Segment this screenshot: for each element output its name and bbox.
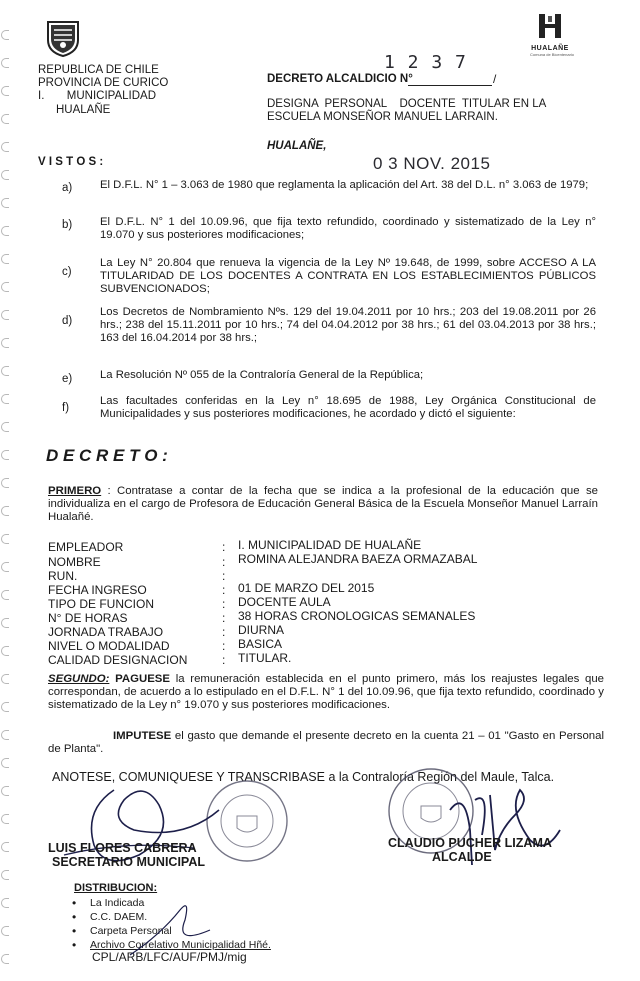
primero-paragraph (48, 485, 598, 524)
decree-number: 1 2 3 7 (384, 52, 467, 73)
visto-letter-f: f) (62, 402, 70, 414)
decree-subject: DESIGNA PERSONAL DOCENTE TITULAR EN LA ESCUELA MONSEÑOR MANUEL LARRAIN. (267, 98, 549, 123)
field-value-jornada: DIURNA (238, 623, 285, 637)
distribucion-heading: DISTRIBUCION: (74, 882, 158, 894)
visto-text-c: La Ley N° 20.804 que renueva la vigencia de la Ley Nº 19.648, de 1999, sobre ACCESO A LA TITULARIDAD DE LOS DOCENTES A CONTRATA EN LOS ESTABLECIMIENTOS PÚBLICOS SUBVENCIONADOS; (100, 257, 596, 295)
field-label-run: RUN. (48, 569, 78, 583)
primero-label: PRIMERO (48, 485, 102, 497)
hualane-logo (530, 12, 575, 57)
field-value-empleador: I. MUNICIPALIDAD DE HUALAÑE (238, 538, 422, 552)
header-town: HUALAÑE (56, 104, 111, 116)
decree-place: HUALAÑE, (267, 140, 327, 152)
decreto-heading: D E C R E T O : (46, 446, 168, 465)
field-label-empleador: EMPLEADOR (48, 540, 124, 554)
visto-letter-e: e) (62, 373, 73, 385)
field-label-tipo-funcion: TIPO DE FUNCION (48, 597, 155, 611)
decree-slash: / (493, 72, 497, 86)
field-value-fecha-ingreso: 01 DE MARZO DEL 2015 (238, 581, 375, 595)
distribucion-item: • La Indicada (70, 896, 271, 910)
segundo-verb: PAGUESE (115, 673, 170, 685)
segundo-text: la remuneración establecida en el punto primero, más los reajustes legales que correspondan, de acuerdo a lo estipulado en el D.F.L. N° 1 del 10.09.96, que fija texto refundido, coordinado y sistematizado de la Ley n° 19.070 y sus posteriores modificaciones. (48, 673, 605, 711)
segundo-paragraph (48, 673, 604, 712)
impute-verb: IMPUTESE (113, 730, 172, 742)
field-value-horas: 38 HORAS CRONOLOGICAS SEMANALES (238, 609, 476, 623)
visto-text-e: La Resolución Nº 055 de la Contraloría General de la República; (100, 369, 424, 381)
visto-letter-b: b) (62, 219, 73, 231)
field-colon: : (222, 625, 226, 639)
binder-edge (0, 0, 14, 981)
field-colon: : (222, 540, 226, 554)
primero-sep: : (101, 485, 111, 497)
visto-letter-c: c) (62, 266, 72, 278)
field-colon: : (222, 611, 226, 625)
segundo-label: SEGUNDO: (48, 673, 110, 685)
field-value-tipo-funcion: DOCENTE AULA (238, 595, 331, 609)
visto-text-a: El D.F.L. N° 1 – 3.063 de 1980 que reglamenta la aplicación del Art. 38 del D.L. n° 3.063 de 1979; (100, 179, 589, 191)
field-label-calidad: CALIDAD DESIGNACION (48, 653, 188, 667)
visto-text-d: Los Decretos de Nombramiento Nºs. 129 del 19.04.2011 por 10 hrs.; 203 del 19.08.2011 por 26 hrs.; 238 del 15.11.2011 por 10 hrs.; 74 del 04.04.2012 por 38 hrs.; 61 del 03.04.2013 por 38 hrs.; 163 del 16.04.2014 por 38 hrs.; (100, 306, 596, 344)
field-colon: : (222, 597, 226, 611)
distribucion-item: • C.C. DAEM. (70, 910, 271, 924)
visto-text-f: Las facultades conferidas en la Ley n° 18.695 de 1988, Ley Orgánica Constitucional de Municipalidades y sus posteriores modificaciones, he acordado y dictó el siguiente: (100, 395, 596, 420)
field-label-jornada: JORNADA TRABAJO (48, 625, 164, 639)
logo-subtitle: Comuna de Bicentenario (530, 52, 575, 57)
vistos-heading: V I S T O S : (38, 156, 104, 168)
impute-paragraph (48, 730, 604, 756)
field-value-nivel: BASICA (238, 637, 283, 651)
field-colon: : (222, 583, 226, 597)
date-stamp: 0 3 NOV. 2015 (373, 154, 491, 173)
visto-letter-d: d) (62, 315, 73, 327)
decree-number-line (408, 85, 492, 86)
mayor-title: ALCALDE (432, 850, 492, 864)
distribucion-item: • Carpeta Personal (70, 924, 271, 938)
anotese-line: ANOTESE, COMUNIQUESE Y TRANSCRIBASE a la Contraloría Región del Maule, Talca. (52, 770, 555, 784)
decree-label: DECRETO ALCALDICIO N° (267, 73, 413, 85)
field-label-nombre: NOMBRE (48, 555, 101, 569)
field-colon: : (222, 569, 226, 583)
coat-of-arms-icon (44, 18, 82, 58)
mayor-name: CLAUDIO PUCHER LIZAMA (388, 836, 552, 850)
field-value-calidad: TITULAR. (238, 651, 292, 665)
initials: CPL/ARB/LFC/AUF/PMJ/mig (92, 950, 247, 964)
distribucion-item: • Archivo Correlativo Municipalidad Hñé. (70, 938, 271, 952)
header-province: PROVINCIA DE CURICO (38, 77, 169, 89)
field-label-horas: N° DE HORAS (48, 611, 128, 625)
visto-letter-a: a) (62, 182, 73, 194)
header-municipality: I. MUNICIPALIDAD (38, 90, 156, 102)
impute-text: el gasto que demande el presente decreto en la cuenta 21 – 01 "Gasto en Personal de Planta". (48, 730, 604, 755)
secretary-title: SECRETARIO MUNICIPAL (52, 855, 206, 869)
secretary-name: LUIS FLORES CABRERA (48, 841, 197, 855)
initials-scribble (120, 900, 240, 960)
field-label-fecha-ingreso: FECHA INGRESO (48, 583, 147, 597)
hualane-h-icon (536, 12, 564, 40)
field-value-nombre: ROMINA ALEJANDRA BAEZA ORMAZABAL (238, 552, 478, 566)
logo-name: HUALAÑE (531, 45, 569, 52)
field-colon: : (222, 639, 226, 653)
field-colon: : (222, 653, 226, 667)
visto-text-b: El D.F.L. N° 1 del 10.09.96, que fija texto refundido, coordinado y sistematizado de la Ley n° 19.070 y sus posteriores modificaciones; (100, 216, 596, 241)
field-label-nivel: NIVEL O MODALIDAD (48, 639, 170, 653)
primero-text: Contratase a contar de la fecha que se indica a la profesional de la educación que se individualiza en el cargo de Profesora de Educación General Básica de la Escuela Monseñor Manuel Larraín Hualañé. (48, 485, 598, 523)
field-colon: : (222, 555, 226, 569)
header-republic: REPUBLICA DE CHILE (38, 64, 159, 76)
